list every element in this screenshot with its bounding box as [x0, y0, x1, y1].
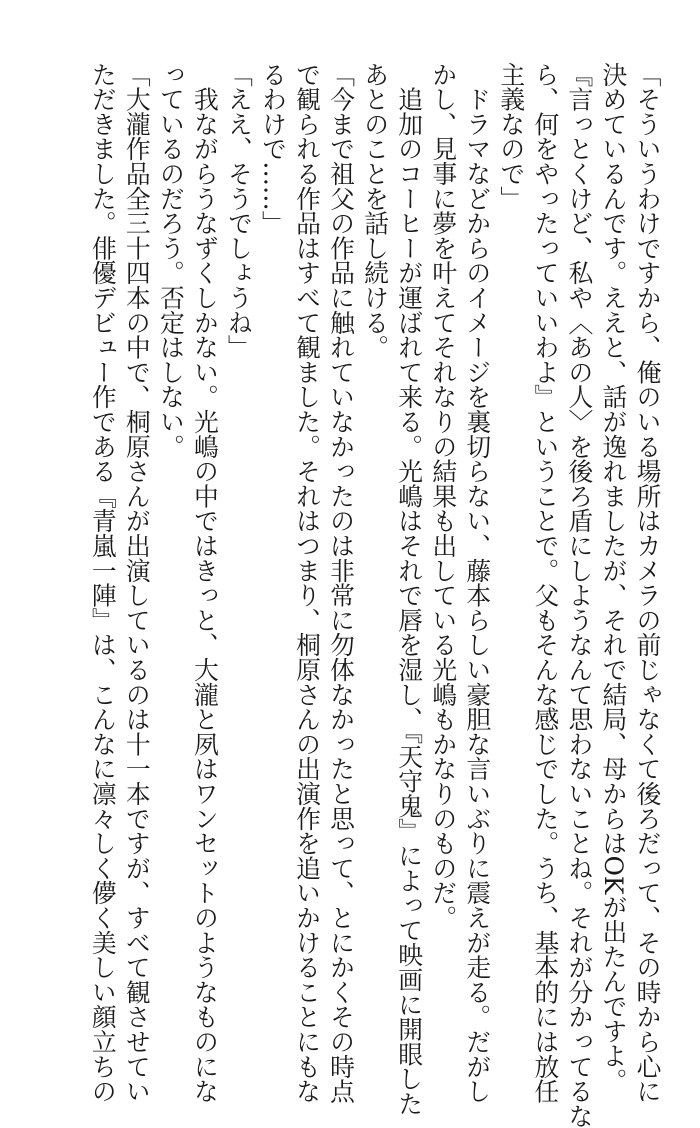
- text-line: 決めているんです。ええと、話が逸れましたが、それで結局、母からはOKが出たんですよ。: [598, 62, 628, 1093]
- text-line: ただきました。俳優デビュー作である『青嵐一陣』は、こんなに凛々しく儚く美しい顔立ちの: [88, 62, 118, 1104]
- vertical-text-body: [85, 62, 664, 1128]
- text-line: 「ええ、そうでしょうね」: [224, 62, 254, 360]
- text-line: 「今まで祖父の作品に触れていなかったのは非常に勿体なかったと思って、とにかくその時点: [326, 62, 356, 1104]
- text-line: 追加のコーヒーが運ばれて来る。光嶋はそれで唇を湿し、『天守鬼』によって映画に開眼した: [394, 62, 424, 1116]
- text-line: 『言っとくけど、私や〈あの人〉を後ろ盾にしようなんて思わないことね。それが分かってるな: [564, 62, 594, 1128]
- text-line: かし、見事に夢を叶えてそれなりの結果も出している光嶋もかなりのものだ。: [428, 62, 458, 930]
- text-line: っているのだろう。否定はしない。: [156, 62, 186, 459]
- text-line: るわけで……」: [258, 62, 288, 236]
- text-line: ら、何をやったっていいわよ』ということで。父もそんな感じでした。うち、基本的には放任: [530, 62, 560, 1104]
- text-line: 「そういうわけですから、俺のいる場所はカメラの前じゃなくて後ろだって、その時から心に: [633, 62, 662, 1104]
- text-line: 「大瀧作品全三十四本の中で、桐原さんが出演しているのは十一本ですが、すべて観させてい: [122, 62, 152, 1104]
- text-line: あとのことを話し続ける。: [360, 62, 390, 360]
- text-line: 我ながらうなずくしかない。光嶋の中ではきっと、大瀧と夙はワンセットのようなものにな: [190, 62, 220, 1104]
- text-line: 主義なので」: [496, 62, 526, 211]
- text-line: ドラマなどからのイメージを裏切らない、藤本らしい豪胆な言いぶりに震えが走る。だがし: [462, 62, 492, 1104]
- text-line: で観られる作品はすべて観ました。それはつまり、桐原さんの出演作を追いかけることにもな: [292, 62, 322, 1104]
